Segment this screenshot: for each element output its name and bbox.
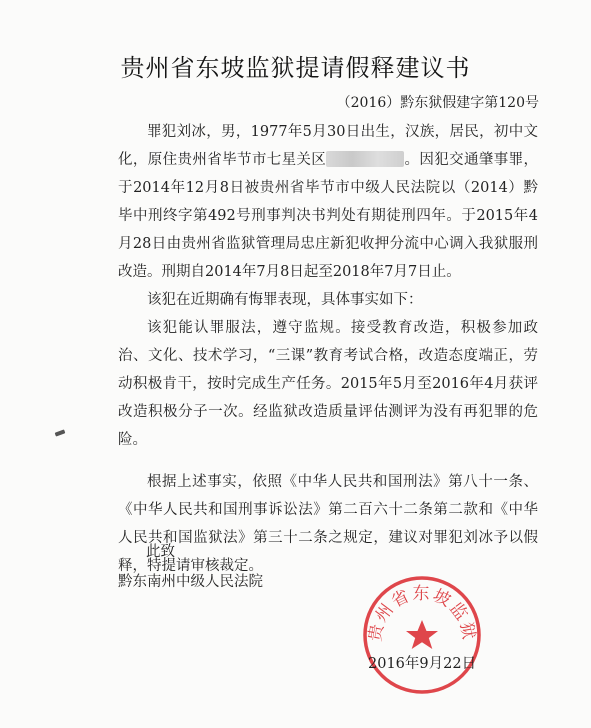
offender-info-text: 罪犯刘冰，男，1977年5月30日出生，汉族，居民，初中文化，原住贵州省毕节市七星关区 [118, 124, 538, 168]
document-body [118, 118, 538, 580]
document-title: 贵州省东坡监狱提请假释建议书 [120, 54, 471, 82]
paragraph-facts-intro: 该犯在近期确有悔罪表现，具体事实如下： [147, 292, 423, 308]
official-seal-icon [361, 574, 483, 696]
paragraph-recommendation: 根据上述事实，依照《中华人民共和国刑法》第八十一条、《中华人民共和国刑事诉讼法》第二百六十二条第二款和《中华人民共和国监狱法》第三十二条之规定，建议对罪犯刘冰予以假释，特提请审核裁定。 [118, 474, 538, 574]
redacted-address [326, 151, 404, 167]
closing-salutation: 此致 [146, 544, 175, 560]
offender-sentence-text: 。因犯交通肇事罪，于2014年12月8日被贵州省毕节市中级人民法院以（2014）黔毕中刑终字第492号刑事判决书判处有期徒刑四年。于2015年4月28日由贵州省监狱管理局忠庄新犯收押分流中心调入我狱服刑改造。刑期自2014年7月8日起至2018年7月7日止。 [118, 152, 539, 280]
paragraph-conduct: 该犯能认罪服法，遵守监规。接受教育改造，积极参加政治、文化、技术学习，“三课”教育考试合格，改造态度端正，劳动积极肯干，按时完成生产任务。2015年5月至2016年4月获评改造积极分子一次。经监狱改造质量评估测评为没有再犯罪的危险。 [118, 320, 538, 448]
recipient-court: 黔东南州中级人民法院 [118, 574, 263, 590]
scan-mark [55, 429, 66, 436]
seal-text: 贵州省东坡监狱 [365, 584, 479, 643]
document-date: 2016年9月22日 [368, 656, 477, 672]
paragraph-offender-info [118, 118, 538, 286]
document-number: （2016）黔东狱假建字第120号 [336, 95, 539, 111]
